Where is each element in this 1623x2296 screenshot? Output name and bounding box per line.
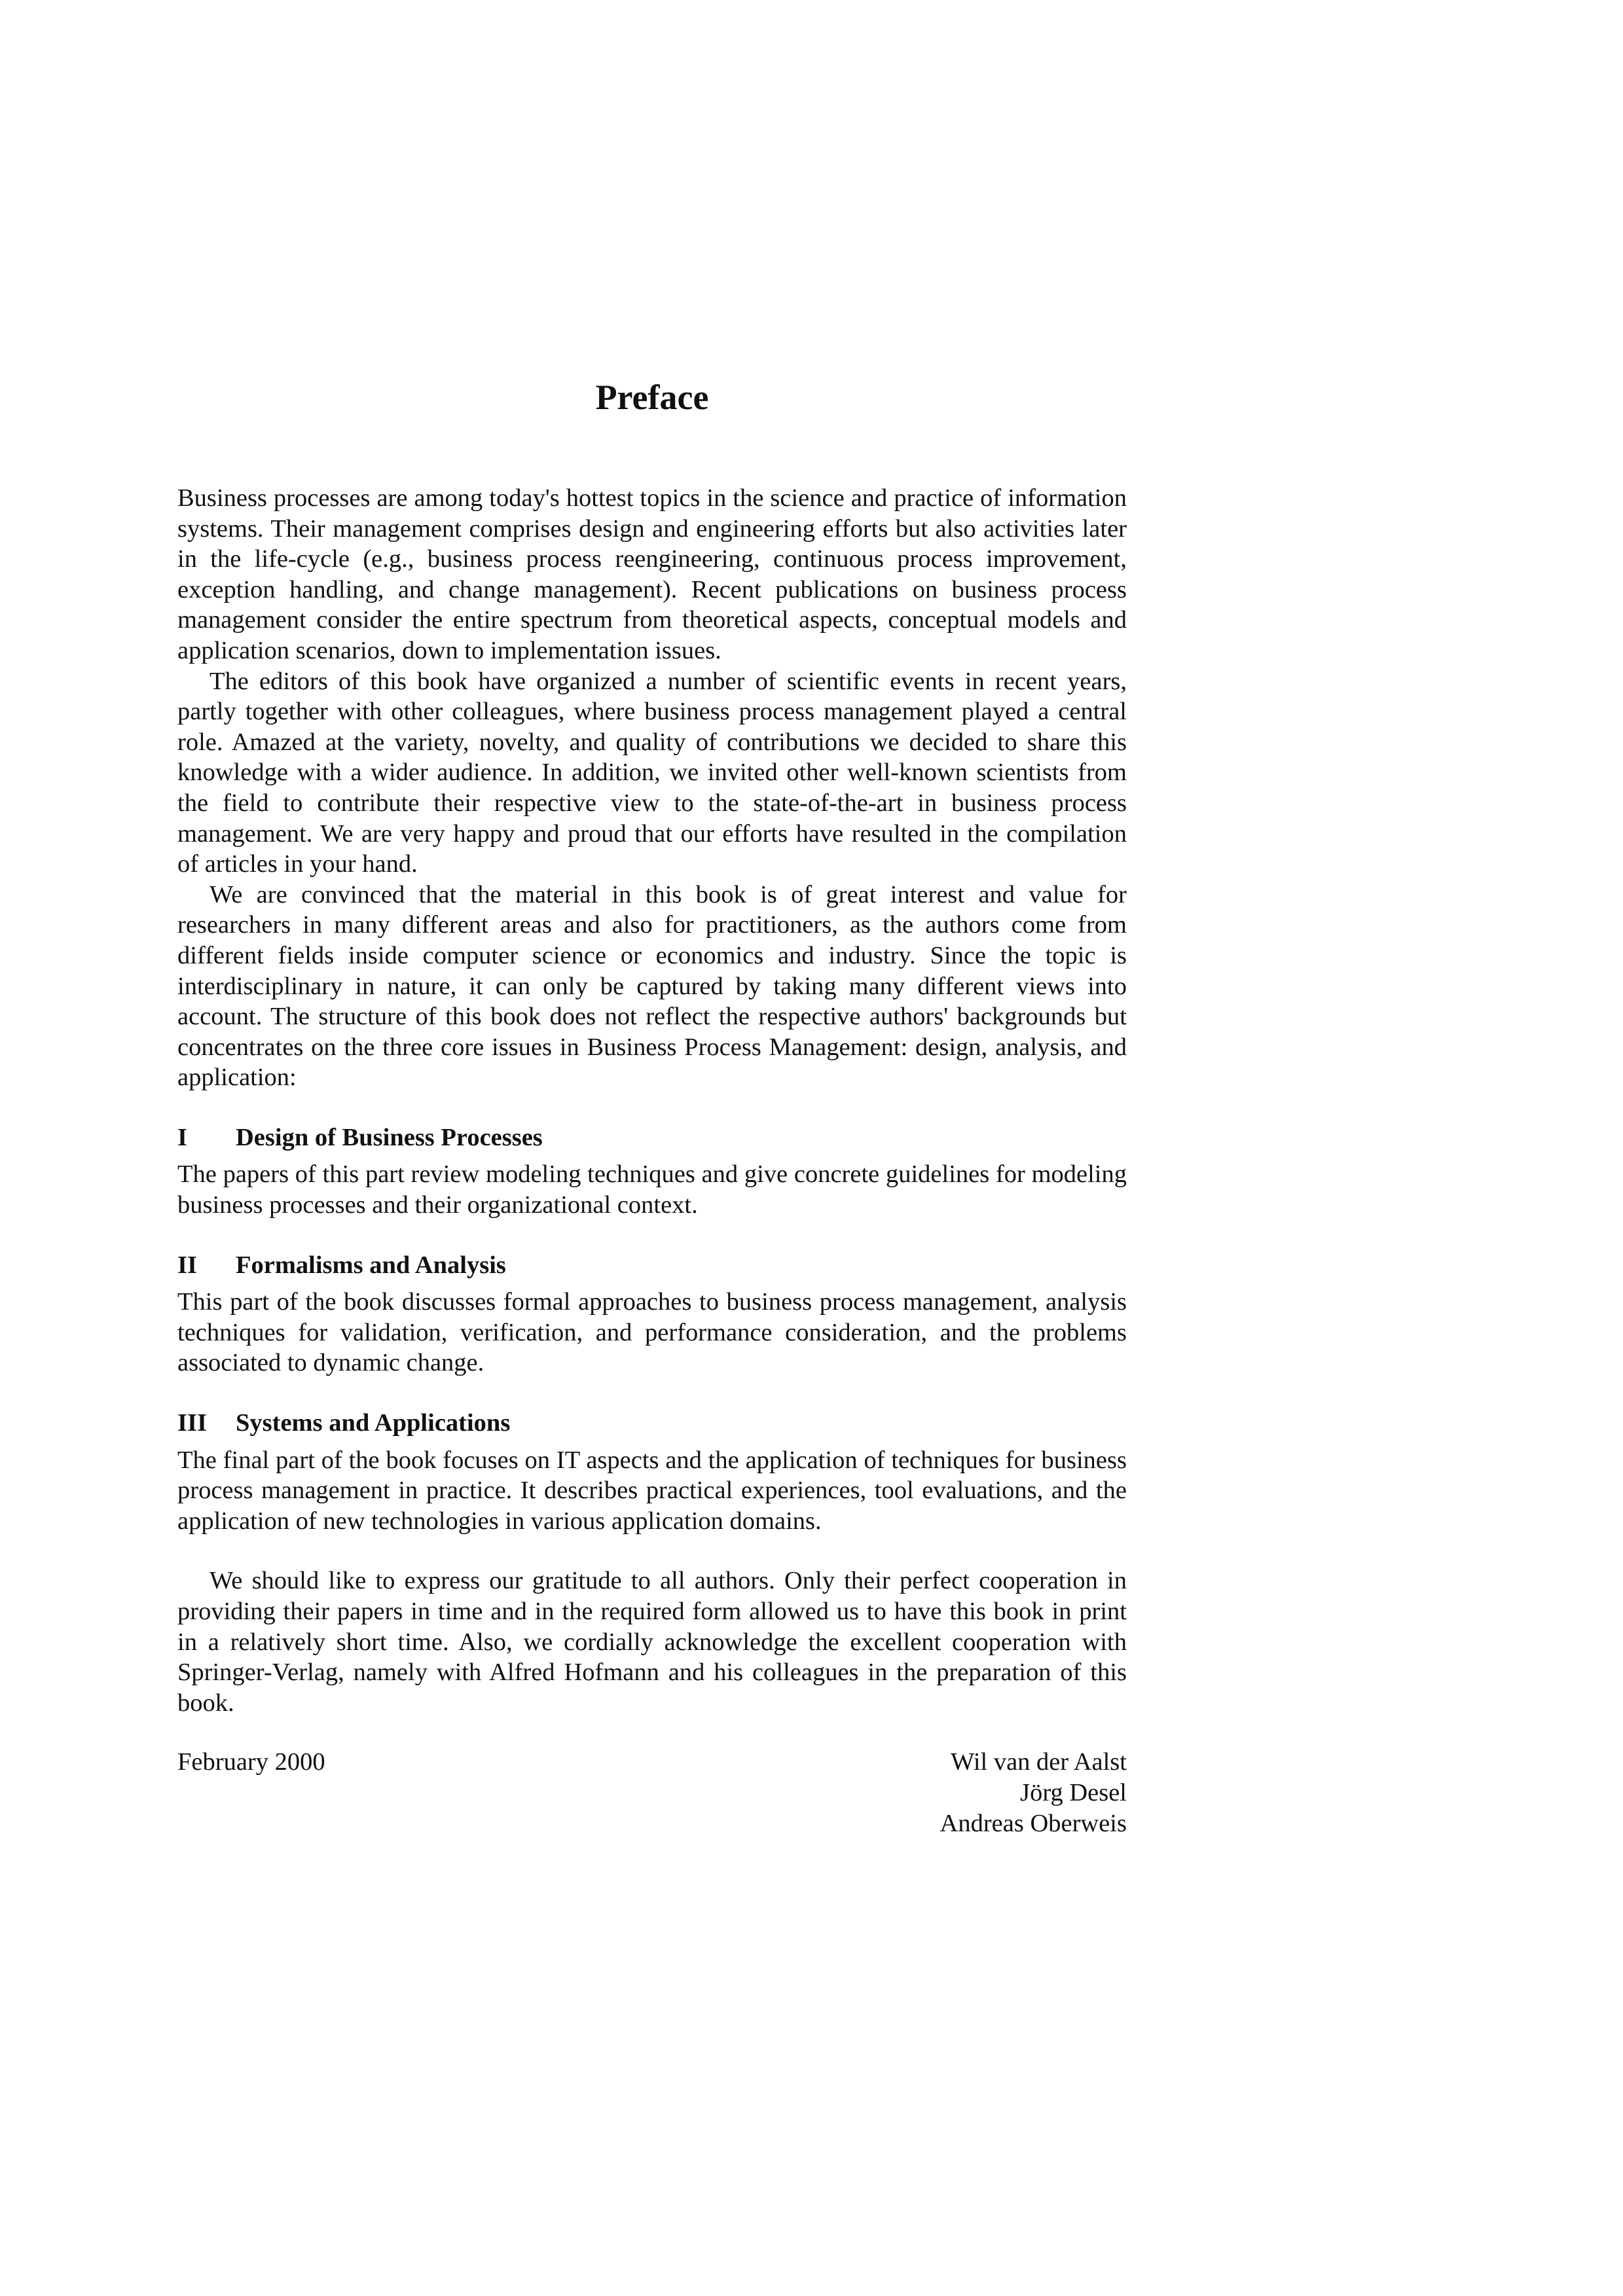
- paragraph-structure: We are convinced that the material in this book is of great interest and value for researchers in many different areas and also for practitioners, as the authors come from different fields inside computer science or economics and industry. Since the topic is interdisciplinary in nature, it can only be captured by taking many different views into account. The structure of this book does not reflect the respective authors' backgrounds but concentrates on the three core issues in Business Process Management: design, analysis, and application:: [177, 880, 1127, 1092]
- section-heading-formalisms: [177, 1250, 1127, 1281]
- paragraph-acknowledgement: We should like to express our gratitude to all authors. Only their perfect cooperation in providing their papers in time and in the required form allowed us to have this book in print in a relatively short time. Also, we cordially acknowledge the excellent cooperation with Springer-Verlag, namely with Alfred Hofmann and his colleagues in the preparation of this book.: [177, 1567, 1127, 1717]
- section-number: II: [177, 1251, 197, 1279]
- date: February 2000: [177, 1748, 325, 1776]
- page-title: Preface: [595, 378, 709, 417]
- author-name: Andreas Oberweis: [939, 1809, 1127, 1837]
- paragraph-editors: The editors of this book have organized a number of scientific events in recent years, partly together with other colleagues, where business process management played a central role. Amazed at the variety, novelty, and quality of contributions we decided to share this knowledge with a wider audience. In addition, we invited other well-known scientists from the field to contribute their respective view to the state-of-the-art in business process management. We are very happy and proud that our efforts have resulted in the compilation of articles in your hand.: [177, 667, 1127, 878]
- section-text-formalisms: This part of the book discusses formal approaches to business process management, analysis techniques for validation, verification, and performance consideration, and the problems associated to dynamic change.: [177, 1288, 1127, 1377]
- paragraph-intro: Business processes are among today's hottest topics in the science and practice of information systems. Their management comprises design and engineering efforts but also activities later in the life-cycle (e.g., business process reengineering, continuous process improvement, exception handling, and change management). Recent publications on business process management consider the entire spectrum from theoretical aspects, conceptual models and application scenarios, down to implementation issues.: [177, 484, 1127, 664]
- section-text-systems: The final part of the book focuses on IT aspects and the application of techniques for business process management in practice. It describes practical experiences, tool evaluations, and the application of new technologies in various application domains.: [177, 1446, 1127, 1535]
- section-title: Design of Business Processes: [236, 1123, 543, 1151]
- author-list: [940, 1747, 1127, 1839]
- preface-body: [177, 483, 1127, 1839]
- section-title: Formalisms and Analysis: [236, 1251, 506, 1279]
- author-name: Jörg Desel: [1020, 1778, 1127, 1806]
- section-title: Systems and Applications: [236, 1409, 511, 1437]
- section-text-design: The papers of this part review modeling techniques and give concrete guidelines for modeling business processes and their organizational context.: [177, 1160, 1127, 1219]
- author-name: Wil van der Aalst: [951, 1748, 1127, 1776]
- section-heading-systems: [177, 1408, 1127, 1439]
- section-number: III: [177, 1409, 207, 1437]
- section-heading-design: [177, 1122, 1127, 1153]
- section-number: I: [177, 1123, 187, 1151]
- signature-block: [177, 1747, 1127, 1839]
